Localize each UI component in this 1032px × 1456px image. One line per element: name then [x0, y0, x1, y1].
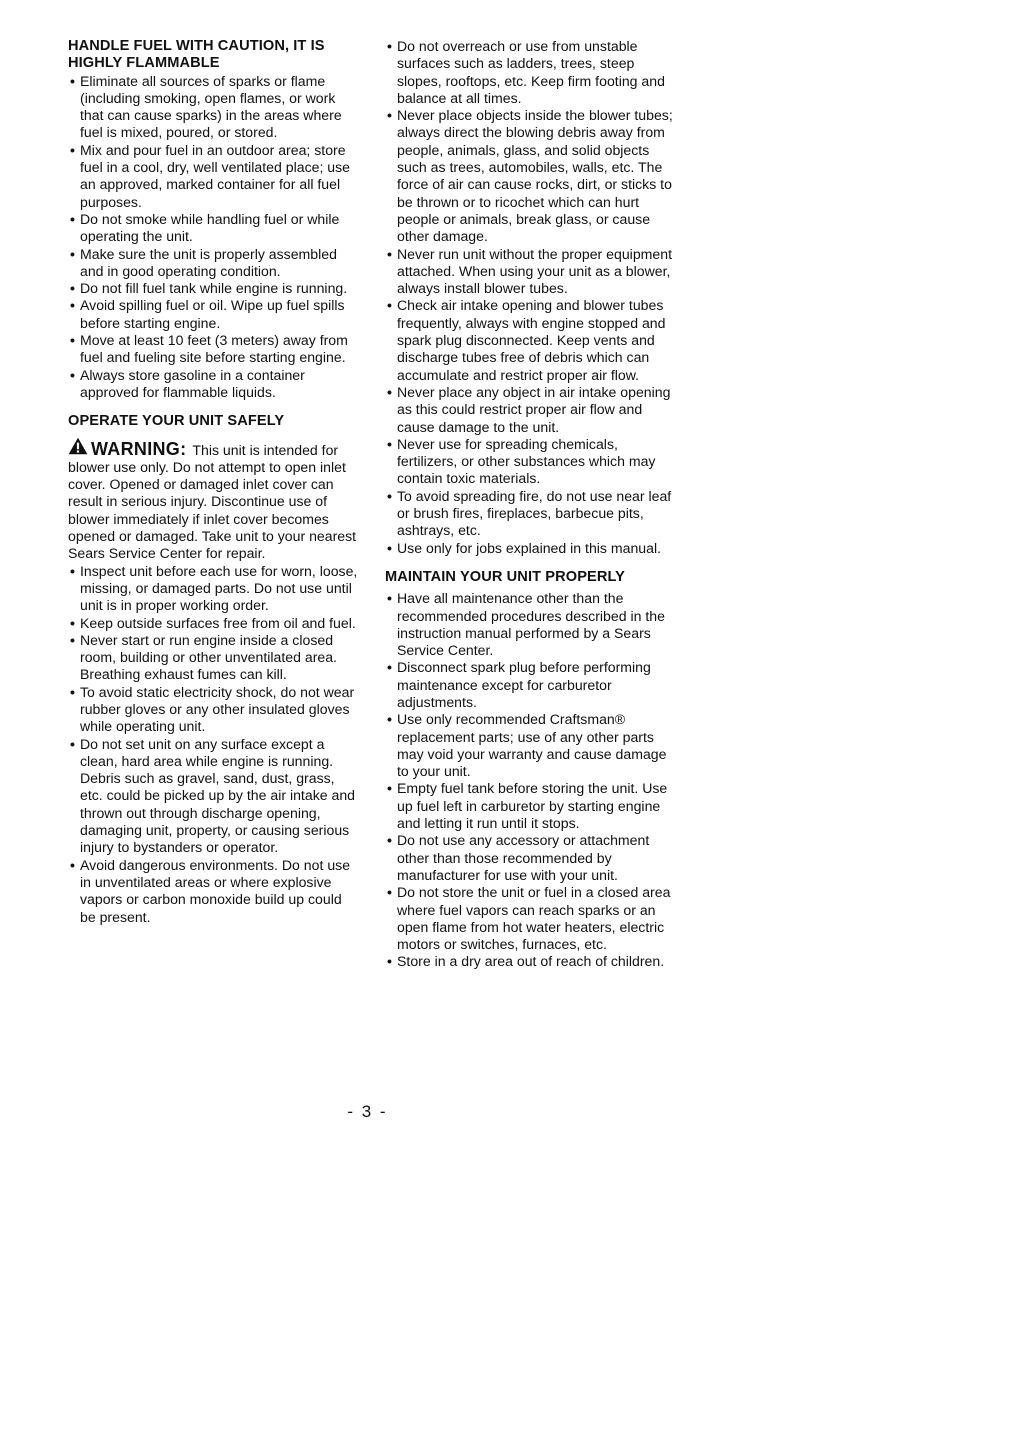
list-item: • Do not use any accessory or attachment other than those recommended by manufacturer for use with your unit. [387, 832, 650, 883]
list-item: • Never use for spreading chemicals, fertilizers, or other substances which may contain toxic materials. [387, 435, 656, 487]
list-item: • Do not set unit on any surface except a clean, hard area while engine is running. Debris such as gravel, sand, dust, grass, etc. could be picked up by the air intake and thrown out through discharge opening, damaging unit, property, or causing serious injury to bystanders or operator. [70, 735, 356, 856]
warning-triangle-icon [68, 437, 88, 455]
page-number: - 3 - [347, 1102, 388, 1121]
right-column [385, 38, 677, 971]
operate-safely-list [68, 563, 360, 926]
fuel-caution-heading: HANDLE FUEL WITH CAUTION, IT IS HIGHLY FLAMMABLE [68, 38, 325, 72]
warning-label: WARNING: [91, 438, 187, 459]
list-item: • Move at least 10 feet (3 meters) away from fuel and fueling site before starting engine. [70, 332, 348, 366]
maintain-properly-heading: MAINTAIN YOUR UNIT PROPERLY [385, 568, 626, 585]
list-item: • Mix and pour fuel in an outdoor area; store fuel in a cool, dry, well ventilated place; use an approved, marked container for all fuel purposes. [70, 141, 351, 210]
list-item: • Use only for jobs explained in this manual. [387, 539, 662, 556]
list-item: • Avoid dangerous environments. Do not use in unventilated areas or where explosive vapors or carbon monoxide build up could be present. [70, 856, 351, 925]
list-item: • Never start or run engine inside a closed room, building or other unventilated area. Breathing exhaust fumes can kill. [70, 631, 337, 683]
fuel-caution-list [68, 73, 360, 402]
list-item: • Use only recommended Craftsman® replacement parts; use of any other parts may void your warranty and cause damage to your unit. [387, 711, 667, 780]
list-item: • Keep outside surfaces free from oil and fuel. [70, 614, 356, 631]
list-item: • Do not overreach or use from unstable surfaces such as ladders, trees, steep slopes, rooftops, etc. Keep firm footing and balance at all times. [387, 38, 665, 106]
list-item: • To avoid static electricity shock, do not wear rubber gloves or any other insulated gloves while operating unit. [70, 683, 355, 735]
warning-paragraph [68, 437, 360, 563]
list-item: • To avoid spreading fire, do not use near leaf or brush fires, fireplaces, barbecue pits, ashtrays, etc. [387, 487, 672, 539]
list-item: • Never place any object in air intake opening as this could restrict proper air flow and cause damage to the unit. [387, 383, 671, 435]
list-item: • Check air intake opening and blower tubes frequently, always with engine stopped and spark plug disconnected. Keep vents and discharge tubes free of debris which can accumulate and restrict proper air flow. [387, 297, 666, 383]
list-item: • Store in a dry area out of reach of children. [387, 953, 665, 970]
warning-callout [68, 437, 192, 458]
list-item: • Never place objects inside the blower tubes; always direct the blowing debris away from people, animals, glass, and solid objects such as trees, automobiles, walls, etc. The force of air can cause rocks, dirt, or sticks to be thrown or to ricochet which can hurt people or animals, break glass, or cause other damage. [387, 107, 673, 245]
list-item: • Always store gasoline in a container approved for flammable liquids. [70, 366, 305, 400]
list-item: • Disconnect spark plug before performing maintenance except for carburetor adjustments. [387, 659, 651, 710]
list-item: • Eliminate all sources of sparks or flame (including smoking, open flames, or work that can cause sparks) in the areas where fuel is mixed, poured, or stored. [70, 72, 342, 141]
operate-safely-list-continued [385, 38, 677, 557]
operate-safely-heading: OPERATE YOUR UNIT SAFELY [68, 413, 285, 430]
list-item: • Inspect unit before each use for worn, loose, missing, or damaged parts. Do not use until unit is in proper working order. [70, 562, 358, 614]
maintain-properly-list [385, 590, 677, 971]
list-item: • Never run unit without the proper equipment attached. When using your unit as a blower, always install blower tubes. [387, 245, 672, 297]
list-item: • Avoid spilling fuel or oil. Wipe up fuel spills before starting engine. [70, 297, 345, 331]
warning-text: This unit is intended for blower use only. Do not attempt to open inlet cover. Opened or damaged inlet cover can result in serious injury. Discontinue use of blower immediately if inlet cover becomes opened or damaged. Take unit to your nearest Sears Service Center for repair. [68, 441, 357, 562]
list-item: • Empty fuel tank before storing the unit. Use up fuel left in carburetor by starting engine and letting it run until it stops. [387, 780, 668, 832]
list-item: • Do not smoke while handling fuel or while operating the unit. [70, 210, 340, 245]
list-item: • Do not fill fuel tank while engine is running. [70, 280, 348, 297]
list-item: • Make sure the unit is properly assembled and in good operating condition. [70, 245, 337, 279]
list-item: • Do not store the unit or fuel in a closed area where fuel vapors can reach sparks or an open flame from hot water heaters, electric motors or switches, furnaces, etc. [387, 884, 671, 953]
list-item: • Have all maintenance other than the recommended procedures described in the instruction manual performed by a Sears Service Center. [387, 590, 665, 659]
left-column [68, 38, 360, 926]
